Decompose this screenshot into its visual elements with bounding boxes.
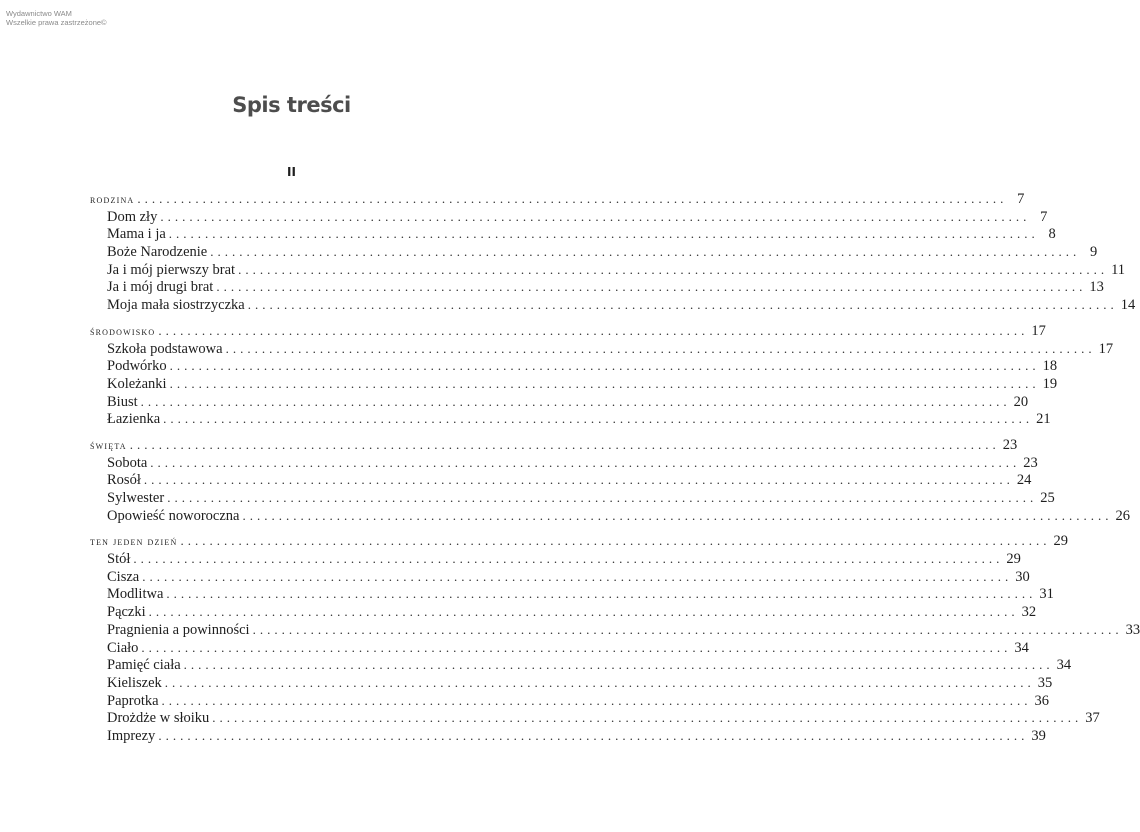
page-number: 31 <box>1039 586 1054 603</box>
entry-title: Cisza <box>107 568 140 585</box>
toc-section <box>90 436 1130 524</box>
toc-entry[interactable] <box>90 471 1032 489</box>
page-number: 34 <box>1056 657 1072 674</box>
toc-entry[interactable] <box>90 674 1053 692</box>
dot-leader: ........................................................................................................................ <box>183 657 1054 673</box>
dot-leader: ........................................................................................................................ <box>252 621 1123 637</box>
entry-title: Moja mała siostrzyczka <box>107 297 245 314</box>
publisher-name: Wydawnictwo WAM <box>6 9 72 18</box>
dot-leader: ........................................................................................................................ <box>242 507 1113 523</box>
entry-title: Rosół <box>107 472 141 489</box>
dot-leader: ........................................................................................................................ <box>148 604 1019 620</box>
dot-leader: ........................................................................................................................ <box>247 297 1118 313</box>
toc-entry[interactable] <box>90 568 1030 586</box>
entry-title: Sobota <box>107 454 148 471</box>
toc-section <box>90 532 1140 744</box>
entry-title: Stół <box>107 551 131 568</box>
page-title: Spis treści <box>232 93 351 117</box>
dot-leader: ........................................................................................................................ <box>140 393 1011 409</box>
toc-entry[interactable] <box>90 692 1050 710</box>
toc-entry[interactable] <box>90 340 1114 358</box>
page-number: 23 <box>1002 436 1018 453</box>
page-number: 13 <box>1089 279 1104 296</box>
dot-leader: ........................................................................................................................ <box>169 375 1040 391</box>
entry-title: Szkoła podstawowa <box>107 340 223 357</box>
dot-leader: ........................................................................................................................ <box>137 191 1008 206</box>
entry-title: Imprezy <box>107 727 156 744</box>
dot-leader: ........................................................................................................................ <box>180 533 1051 549</box>
page-number: 39 <box>1031 727 1046 744</box>
entry-title: Koleżanki <box>107 375 167 392</box>
dot-leader: ........................................................................................................................ <box>133 551 1004 567</box>
entry-title: Pragnienia a powinności <box>107 621 250 638</box>
toc-entry[interactable] <box>90 585 1054 603</box>
entry-title: Kieliszek <box>107 674 162 691</box>
toc-entry[interactable] <box>90 621 1140 639</box>
toc-entry[interactable] <box>90 489 1055 507</box>
dot-leader: ........................................................................................................................ <box>129 436 1000 452</box>
page-number: 11 <box>1111 261 1126 278</box>
page-number: 37 <box>1085 710 1100 727</box>
entry-title: Boże Narodzenie <box>107 244 208 261</box>
entry-title: Biust <box>107 393 138 410</box>
entry-title: Ja i mój pierwszy brat <box>107 261 236 278</box>
page-number: 9 <box>1090 244 1098 261</box>
dot-leader: ........................................................................................................................ <box>142 568 1013 584</box>
dot-leader: ........................................................................................................................ <box>150 454 1021 470</box>
dot-leader: ........................................................................................................................ <box>216 279 1087 295</box>
table-of-contents <box>90 190 1140 753</box>
page-number: 8 <box>1048 226 1056 243</box>
toc-entry[interactable] <box>90 278 1104 296</box>
dot-leader: ........................................................................................................................ <box>141 639 1012 655</box>
dot-leader: ........................................................................................................................ <box>163 411 1034 427</box>
part-number: II <box>287 165 296 179</box>
publisher-note <box>6 9 107 27</box>
toc-section <box>90 190 1136 314</box>
toc-section <box>90 322 1114 428</box>
page-number: 34 <box>1014 639 1029 656</box>
page-number: 19 <box>1042 375 1058 392</box>
page-number: 17 <box>1098 340 1114 357</box>
entry-title: Pączki <box>107 604 146 621</box>
entry-title: Drożdże w słoiku <box>107 710 210 727</box>
toc-entry[interactable] <box>90 393 1029 411</box>
toc-entry[interactable] <box>90 709 1100 727</box>
page-number: 29 <box>1053 533 1068 550</box>
entry-title: Paprotka <box>107 692 159 709</box>
dot-leader: ........................................................................................................................ <box>167 490 1038 505</box>
dot-leader: ........................................................................................................................ <box>166 586 1037 602</box>
page-number: 35 <box>1037 674 1053 691</box>
page-number: 20 <box>1013 393 1029 410</box>
entry-title: Mama i ja <box>107 226 166 243</box>
toc-entry[interactable] <box>90 261 1126 279</box>
dot-leader: ........................................................................................................................ <box>143 472 1014 488</box>
page-number: 30 <box>1015 568 1030 585</box>
toc-entry[interactable] <box>90 550 1021 568</box>
dot-leader: ........................................................................................................................ <box>225 340 1096 356</box>
page-number: 18 <box>1042 358 1058 375</box>
entry-title: Podwórko <box>107 358 167 375</box>
section-heading: środowisko <box>90 325 156 338</box>
toc-section-heading[interactable] <box>90 532 1068 550</box>
toc-entry[interactable] <box>90 243 1098 261</box>
dot-leader: ........................................................................................................................ <box>161 692 1032 708</box>
entry-title: Łazienka <box>107 411 161 428</box>
toc-entry[interactable] <box>90 225 1056 243</box>
page-number: 7 <box>1040 208 1048 225</box>
entry-title: Modlitwa <box>107 586 164 603</box>
dot-leader: ........................................................................................................................ <box>169 358 1040 374</box>
copyright-note: Wszelkie prawa zastrzeżone© <box>6 18 107 27</box>
dot-leader: ........................................................................................................................ <box>210 244 1081 260</box>
page-number: 29 <box>1006 551 1021 568</box>
entry-title: Sylwester <box>107 490 165 506</box>
page-number: 17 <box>1031 322 1046 339</box>
section-heading: ten jeden dzień <box>90 536 178 549</box>
page-number: 25 <box>1040 490 1055 506</box>
page-number: 26 <box>1115 507 1130 524</box>
page-number: 33 <box>1125 621 1140 638</box>
entry-title: Ciało <box>107 639 139 656</box>
page-number: 24 <box>1016 472 1032 489</box>
page-number: 7 <box>1017 191 1025 207</box>
toc-entry[interactable] <box>90 296 1136 314</box>
toc-entry[interactable] <box>90 507 1130 525</box>
dot-leader: ........................................................................................................................ <box>164 674 1035 690</box>
dot-leader: ........................................................................................................................ <box>238 261 1109 277</box>
toc-entry[interactable] <box>90 208 1048 226</box>
dot-leader: ........................................................................................................................ <box>168 226 1039 242</box>
entry-title: Dom zły <box>107 208 158 225</box>
dot-leader: ........................................................................................................................ <box>160 208 1031 224</box>
toc-entry[interactable] <box>90 357 1058 375</box>
entry-title: Ja i mój drugi brat <box>107 279 214 296</box>
dot-leader: ........................................................................................................................ <box>212 710 1083 726</box>
dot-leader: ........................................................................................................................ <box>158 727 1029 743</box>
toc-section-heading[interactable] <box>90 190 1025 208</box>
page-number: 32 <box>1021 604 1037 621</box>
toc-entry[interactable] <box>90 727 1046 745</box>
entry-title: Pamięć ciała <box>107 657 181 674</box>
toc-entry[interactable] <box>90 639 1029 657</box>
toc-section-heading[interactable] <box>90 436 1018 454</box>
page-number: 23 <box>1023 454 1038 471</box>
page-number: 21 <box>1036 411 1051 428</box>
entry-title: Opowieść noworoczna <box>107 507 240 524</box>
toc-entry[interactable] <box>90 410 1051 428</box>
page-number: 14 <box>1120 297 1136 314</box>
toc-entry[interactable] <box>90 656 1072 674</box>
section-heading: święta <box>90 439 127 452</box>
toc-section-heading[interactable] <box>90 322 1046 340</box>
toc-entry[interactable] <box>90 375 1058 393</box>
section-heading: rodzina <box>90 194 135 206</box>
dot-leader: ........................................................................................................................ <box>158 322 1029 338</box>
page-number: 36 <box>1034 692 1050 709</box>
toc-entry[interactable] <box>90 454 1038 472</box>
toc-entry[interactable] <box>90 603 1037 621</box>
